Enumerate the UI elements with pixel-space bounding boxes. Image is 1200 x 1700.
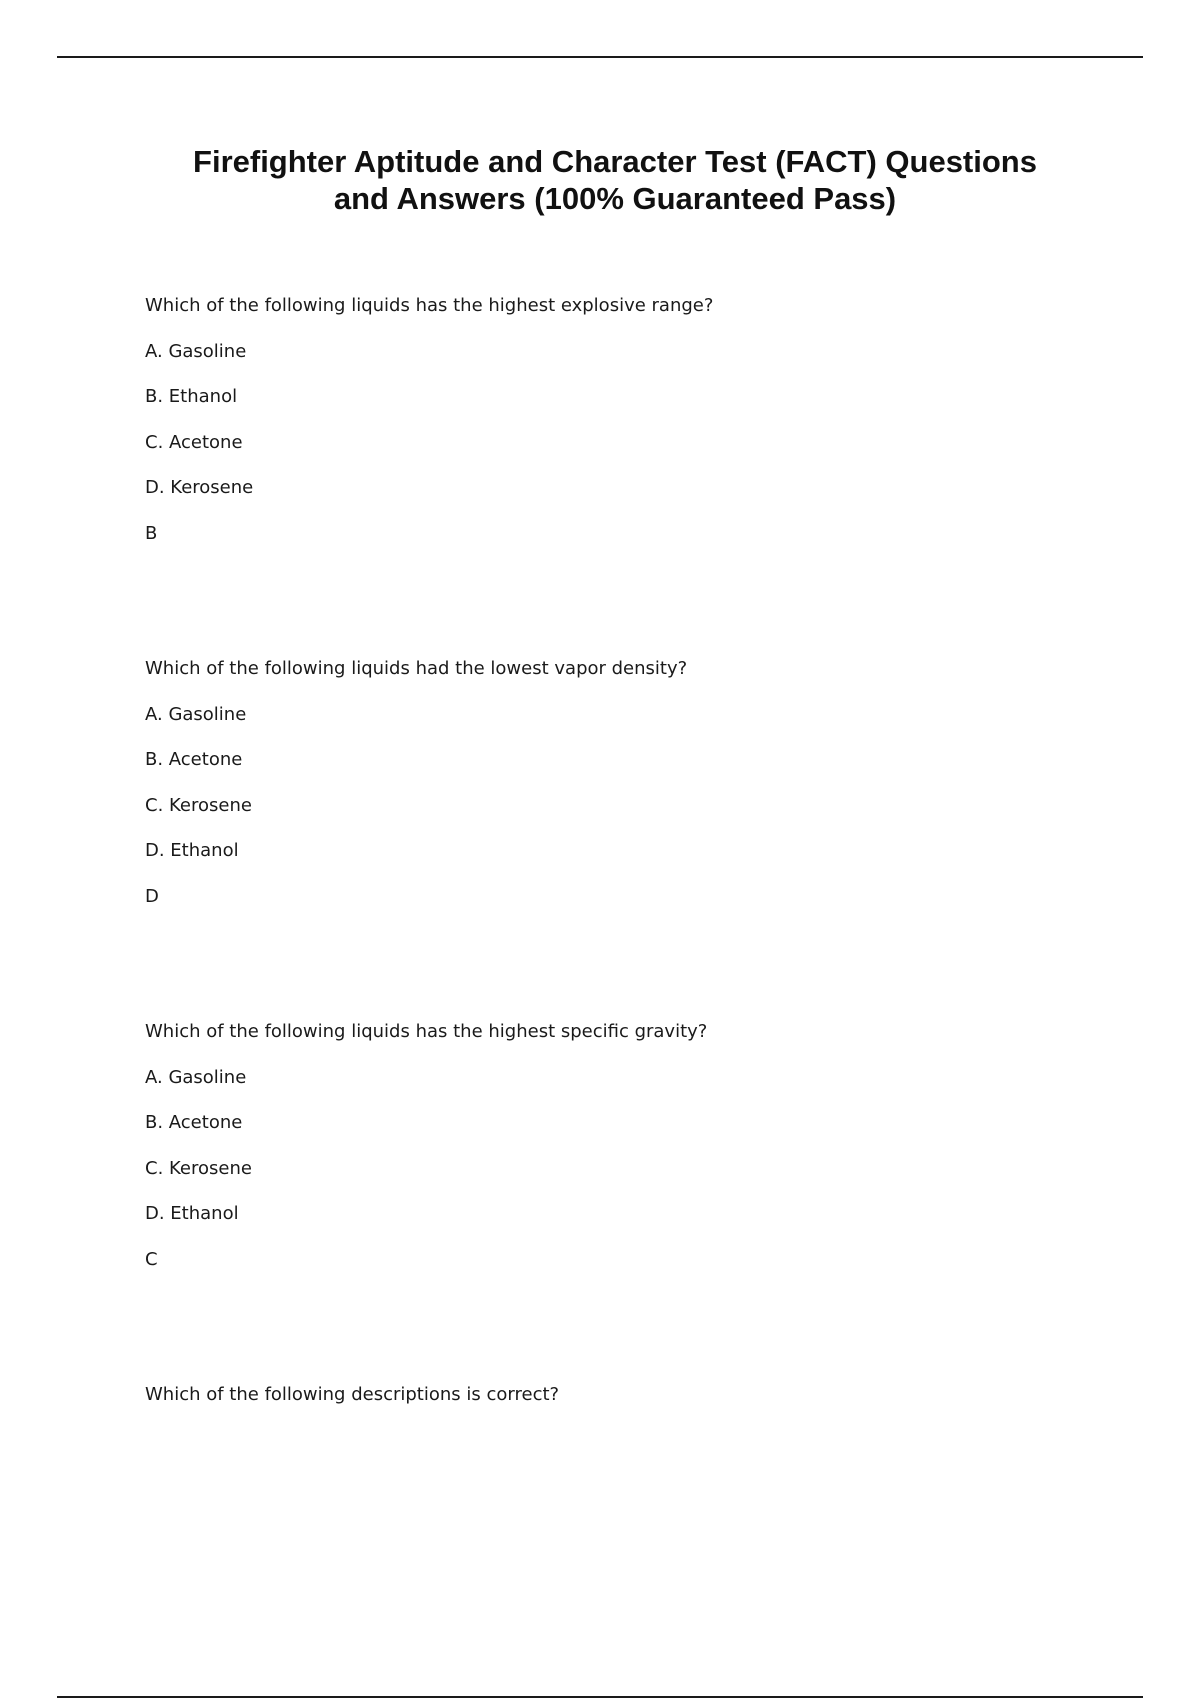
option-a: A. Gasoline — [145, 341, 247, 362]
top-rule — [57, 56, 1143, 58]
question-text: Which of the following liquids has the highest specific gravity? — [145, 1021, 708, 1042]
option-c: C. Kerosene — [145, 795, 252, 816]
option-d: D. Ethanol — [145, 1203, 239, 1224]
option-b: B. Acetone — [145, 749, 243, 770]
answer: B — [145, 523, 158, 544]
title-line-1: Firefighter Aptitude and Character Test (FACT) Questions — [193, 144, 1037, 179]
answer: D — [145, 886, 159, 907]
question-text: Which of the following descriptions is correct? — [145, 1384, 560, 1405]
option-b: B. Acetone — [145, 1112, 243, 1133]
option-d: D. Kerosene — [145, 477, 254, 498]
option-a: A. Gasoline — [145, 704, 247, 725]
answer: C — [145, 1249, 158, 1270]
option-c: C. Acetone — [145, 432, 243, 453]
document-title — [120, 143, 1110, 217]
option-d: D. Ethanol — [145, 840, 239, 861]
title-line-2: and Answers (100% Guaranteed Pass) — [333, 181, 897, 216]
option-b: B. Ethanol — [145, 386, 238, 407]
bottom-rule — [57, 1696, 1143, 1698]
option-a: A. Gasoline — [145, 1067, 247, 1088]
option-c: C. Kerosene — [145, 1158, 252, 1179]
question-text: Which of the following liquids had the lowest vapor density? — [145, 658, 688, 679]
question-text: Which of the following liquids has the highest explosive range? — [145, 295, 714, 316]
